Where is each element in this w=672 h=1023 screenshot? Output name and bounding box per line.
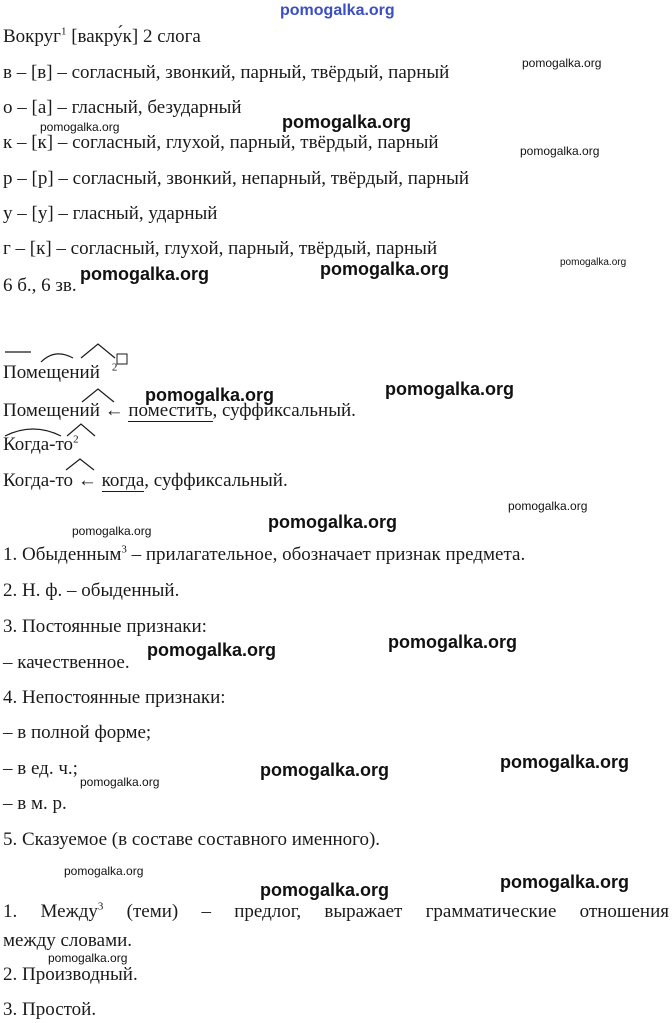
analysis-line: между словами. bbox=[3, 930, 133, 951]
analysis-line: – в м. р. bbox=[3, 793, 67, 814]
watermark: pomogalka.org bbox=[48, 951, 128, 965]
watermark: pomogalka.org bbox=[500, 872, 630, 892]
phonetic-header: Вокруг$^1$ [вакру́к] 2 слога bbox=[3, 25, 201, 47]
watermark: pomogalka.org bbox=[508, 499, 588, 513]
morpheme-word: Когда-$то^2$ bbox=[3, 433, 79, 455]
phonetic-row: р – [р] – согласный, звонкий, непарный, твёрдый, парный bbox=[3, 168, 470, 189]
watermark: pomogalka.org bbox=[268, 512, 398, 532]
analysis-line: 1. Между$^3$ (теми) – предлог, выражает грамматические отношения bbox=[3, 900, 670, 922]
watermark: pomogalka.org bbox=[80, 264, 210, 284]
phonetic-row: в – [в] – согласный, звонкий, парный, твёрдый, парный bbox=[3, 62, 450, 83]
watermark: pomogalka.org bbox=[72, 524, 152, 538]
derivation-line: Помещений ← поместить, суффиксальный. bbox=[3, 400, 356, 421]
analysis-line: 5. Сказуемое (в составе составного именного). bbox=[3, 829, 381, 850]
watermark: pomogalka.org bbox=[388, 632, 518, 652]
phonetic-row: о – [а] – гласный, безударный bbox=[3, 97, 242, 118]
analysis-line: 4. Непостоянные признаки: bbox=[3, 687, 226, 708]
watermark: pomogalka.org bbox=[260, 880, 390, 900]
watermark: pomogalka.org bbox=[500, 752, 630, 772]
watermark: pomogalka.org bbox=[40, 120, 120, 134]
analysis-line: 1. Обыденным$^3$ – прилагательное, обозначает признак предмета. bbox=[3, 543, 526, 565]
watermark: pomogalka.org bbox=[147, 640, 277, 660]
phonetic-summary: 6 б., 6 зв. bbox=[3, 275, 77, 296]
analysis-line: 3. Постоянные признаки: bbox=[3, 616, 207, 637]
phonetic-row: г – [к] – согласный, глухой, парный, твёрдый, парный bbox=[3, 238, 438, 259]
analysis-line: 3. Простой. bbox=[3, 999, 97, 1020]
analysis-line: – в ед. ч.; bbox=[3, 758, 78, 779]
analysis-line: – в полной форме; bbox=[3, 722, 152, 743]
watermark: pomogalka.org bbox=[385, 379, 515, 399]
analysis-line: 2. Производный. bbox=[3, 964, 138, 985]
watermark: pomogalka.org bbox=[145, 385, 275, 405]
morpheme-word: Помещений $^2$ bbox=[3, 361, 118, 383]
watermark: pomogalka.org bbox=[320, 259, 450, 279]
watermark: pomogalka.org bbox=[280, 2, 395, 19]
phonetic-row: у – [у] – гласный, ударный bbox=[3, 203, 218, 224]
source-word: когда bbox=[101, 470, 145, 491]
watermark: pomogalka.org bbox=[80, 775, 160, 789]
watermark: pomogalka.org bbox=[282, 112, 412, 132]
source-word: поместить bbox=[128, 400, 213, 421]
phonetic-row: к – [к] – согласный, глухой, парный, твёрдый, парный bbox=[3, 132, 439, 153]
watermark: pomogalka.org bbox=[560, 257, 627, 268]
analysis-line: 2. Н. ф. – обыденный. bbox=[3, 580, 180, 601]
watermark: pomogalka.org bbox=[260, 760, 390, 780]
watermark: pomogalka.org bbox=[64, 864, 144, 878]
analysis-line: – качественное. bbox=[3, 652, 130, 673]
watermark: pomogalka.org bbox=[520, 144, 600, 158]
derivation-line: Когда-то ← когда, суффиксальный. bbox=[3, 470, 288, 491]
watermark: pomogalka.org bbox=[522, 56, 602, 70]
